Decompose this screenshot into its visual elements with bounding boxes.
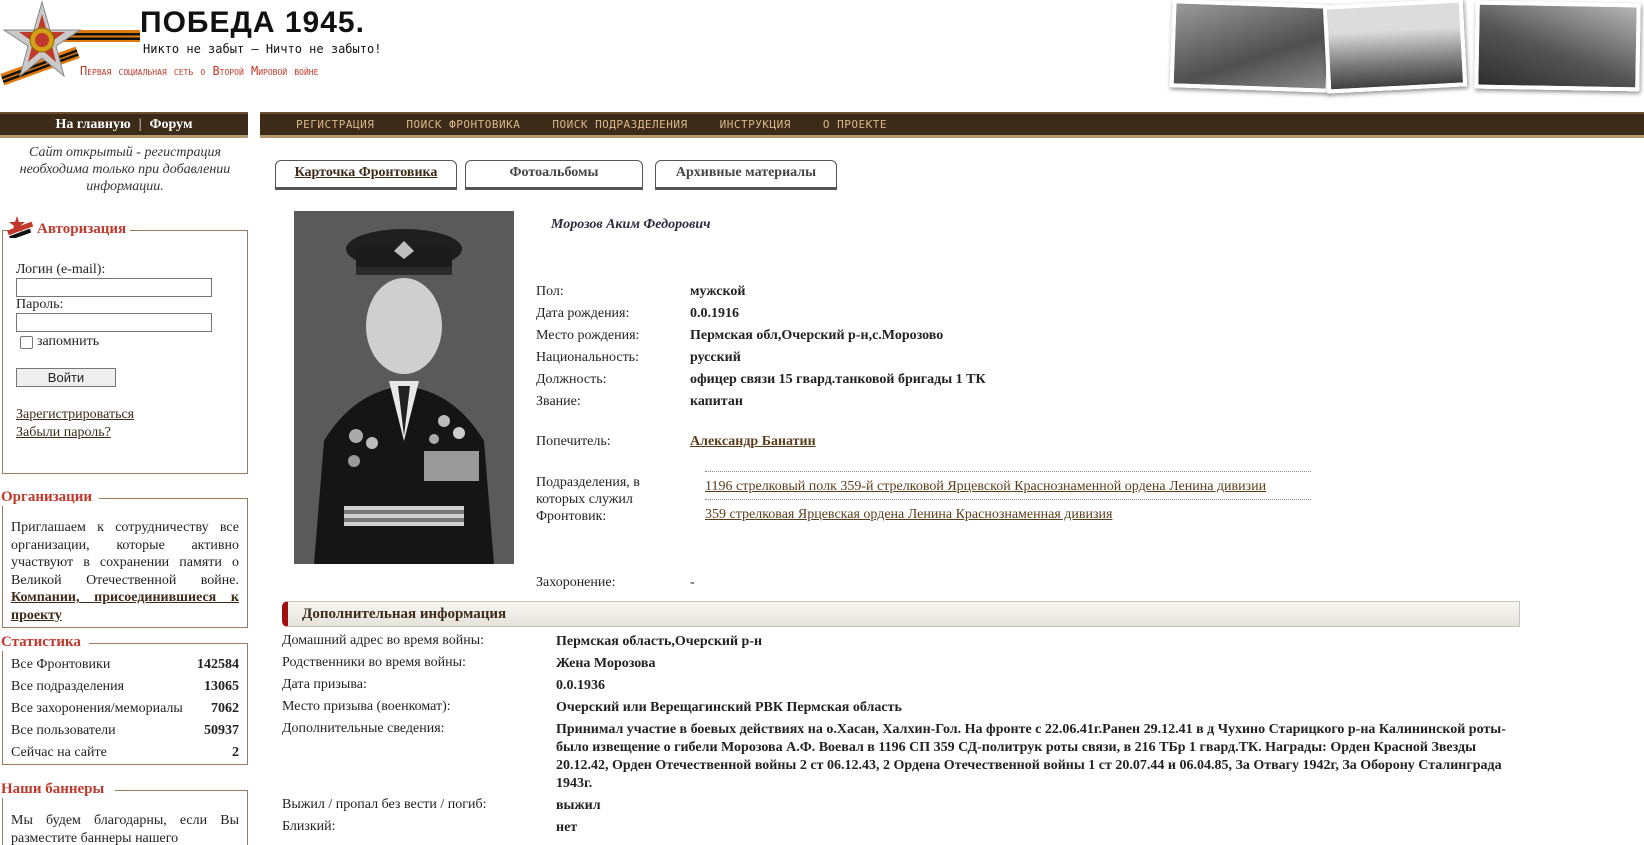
guardian-link[interactable]: Александр Банатин [690, 434, 816, 449]
field-label: Национальность: [536, 350, 639, 365]
menu-item-about[interactable]: О ПРОЕКТЕ [822, 118, 888, 131]
stats-row-online [3, 742, 247, 764]
auth-box [2, 221, 248, 474]
tab-veteran-card[interactable]: Карточка Фронтовика [275, 160, 457, 190]
organizations-text [3, 515, 247, 624]
auth-title: Авторизация [37, 221, 127, 237]
field-label: Дата рождения: [536, 306, 630, 321]
remember-checkbox[interactable] [20, 336, 33, 349]
auth-box-top-border [130, 230, 247, 231]
stats-box-top-border [89, 643, 247, 644]
stats-label: Сейчас на сайте [11, 745, 107, 760]
password-input[interactable] [16, 313, 212, 332]
register-link[interactable]: Зарегистрироваться [16, 407, 135, 422]
ai-label: Дата призыва: [282, 677, 367, 692]
login-input[interactable] [16, 278, 212, 297]
banners-text: Мы будем благодарны, если Вы разместите баннеры нашего [11, 813, 239, 845]
ai-value: Очерский или Верещагинский РВК Пермская область [556, 700, 902, 715]
ai-label: Домашний адрес во время войны: [282, 633, 485, 648]
ai-label: Место призыва (военкомат): [282, 699, 451, 714]
stats-row-memorials [3, 698, 247, 720]
site-open-note: Сайт открытый - регистрация необходима только при добавлении информации. [19, 145, 231, 194]
field-label: Пол: [536, 284, 564, 299]
stats-value: 142584 [197, 657, 239, 672]
left-nav-bar [0, 112, 248, 138]
stats-label: Все захоронения/мемориалы [11, 701, 183, 716]
field-value: русский [690, 350, 741, 365]
orgs-box-top-border [99, 498, 247, 499]
stats-value: 2 [232, 745, 239, 760]
ai-value: Жена Морозова [556, 656, 656, 671]
war-photo-2 [1323, 0, 1467, 94]
ai-value: нет [556, 820, 578, 835]
field-label: Попечитель: [536, 434, 611, 449]
menu-item-registration[interactable]: РЕГИСТРАЦИЯ [296, 118, 375, 131]
unit-link-1196[interactable]: 1196 стрелковый полк 359-й стрелковой Ярцевской Краснознаменной ордена Ленина дивизии [705, 479, 1267, 494]
forum-link[interactable]: Форум [149, 116, 193, 132]
site-motto: Никто не забыт – Ничто не забыто! [143, 42, 382, 56]
stats-label: Все подразделения [11, 679, 125, 694]
tab-photo-albums[interactable]: Фотоальбомы [465, 160, 643, 190]
unit-item [705, 471, 1311, 499]
ai-label: Близкий: [282, 819, 336, 834]
banners-box-top-border [115, 790, 247, 791]
stats-row-users [3, 720, 247, 742]
ai-value: 0.0.1936 [556, 678, 605, 693]
stats-value: 50937 [204, 723, 239, 738]
stats-label: Все пользователи [11, 723, 116, 738]
remember-label: запомнить [37, 334, 100, 349]
site-tagline: Первая социальная сеть о Второй Мировой войне [80, 64, 319, 78]
stats-value: 7062 [211, 701, 239, 716]
stats-row-veterans [3, 654, 247, 676]
banners-box [1, 781, 248, 845]
site-title[interactable]: ПОБЕДА 1945. [140, 6, 365, 39]
login-label: Логин (e-mail): [16, 262, 106, 277]
banners-title: Наши баннеры [1, 781, 105, 797]
ai-value: Пермская область,Очерский р-н [556, 634, 763, 649]
stats-row-units [3, 676, 247, 698]
field-value: капитан [690, 394, 743, 409]
units-list [705, 471, 1311, 527]
ai-label: Выжил / пропал без вести / погиб: [282, 797, 487, 812]
stats-value: 13065 [204, 679, 239, 694]
nav-separator: | [138, 116, 142, 132]
statistics-box [1, 634, 248, 765]
forgot-password-link[interactable]: Забыли пароль? [16, 425, 111, 440]
field-value: офицер связи 15 гвард.танковой бригады 1 ТК [690, 372, 986, 387]
field-label: Место рождения: [536, 328, 640, 343]
login-button[interactable]: Войти [16, 368, 116, 387]
site-header [0, 0, 1644, 108]
organizations-invite: Приглашаем к сотрудничеству все организации, которые активно участвуют в сохранении памяти о Великой Отечественной войне. [11, 520, 239, 588]
additional-info-header: Дополнительная информация [282, 601, 1520, 627]
veteran-portrait[interactable] [294, 211, 514, 564]
field-value: Пермская обл,Очерский р-н,с.Морозово [690, 328, 944, 343]
top-menu [260, 112, 1644, 138]
star-ribbon-icon [7, 216, 35, 238]
ai-value: выжил [556, 798, 601, 813]
menu-item-instructions[interactable]: ИНСТРУКЦИЯ [719, 118, 791, 131]
password-label: Пароль: [16, 297, 64, 312]
organizations-box [1, 489, 248, 628]
war-photo-3 [1474, 1, 1641, 92]
partner-companies-link[interactable]: Компании, присоединившиеся к проекту [11, 590, 239, 623]
ai-label: Дополнительные сведения: [282, 721, 445, 736]
field-label: Звание: [536, 394, 581, 409]
field-value: - [690, 575, 695, 590]
field-value: мужской [690, 284, 746, 299]
home-link[interactable]: На главную [55, 116, 131, 132]
unit-link-359[interactable]: 359 стрелковая Ярцевская ордена Ленина Краснознаменная дивизия [705, 507, 1113, 522]
menu-item-search-unit[interactable]: ПОИСК ПОДРАЗДЕЛЕНИЯ [552, 118, 688, 131]
menu-item-search-veteran[interactable]: ПОИСК ФРОНТОВИКА [406, 118, 521, 131]
statistics-title: Статистика [1, 634, 81, 650]
ai-label: Родственники во время войны: [282, 655, 466, 670]
unit-item [705, 499, 1311, 527]
war-photo-1 [1170, 0, 1333, 93]
field-label: Должность: [536, 372, 607, 387]
stats-label: Все Фронтовики [11, 657, 111, 672]
field-label: Захоронение: [536, 575, 616, 590]
ai-value: Принимал участие в боевых действиях на о.Хасан, Халхин-Гол. На фронте с 22.06.41г.Ранен 29.12.41 в д Чухино Старицкого р-на Калининской роты- было извещение о гибели Морозова А.Ф. Воевал в 1196 СП 359 СД-политрук роты связи, в 216 ТБр 1 гвард.ТК. Награды: Орден Красной Звезды 20.12.42, Орден Отечественной войны 2 ст 06.12.43, 2 Ордена Отечественной войны 1 ст 20.07.44 и 06.04.85, За Отвагу 1942г, За Оборону Сталинграда 1943г. [556, 722, 1506, 791]
organizations-title: Организации [1, 489, 93, 505]
tab-archive-materials[interactable]: Архивные материалы [655, 160, 837, 190]
header-photo-collage [1165, 0, 1644, 100]
units-label: Подразделения, в которых служил Фронтовик: [536, 475, 640, 524]
veteran-name: Морозов Аким Федорович [551, 217, 711, 232]
field-value: 0.0.1916 [690, 306, 739, 321]
